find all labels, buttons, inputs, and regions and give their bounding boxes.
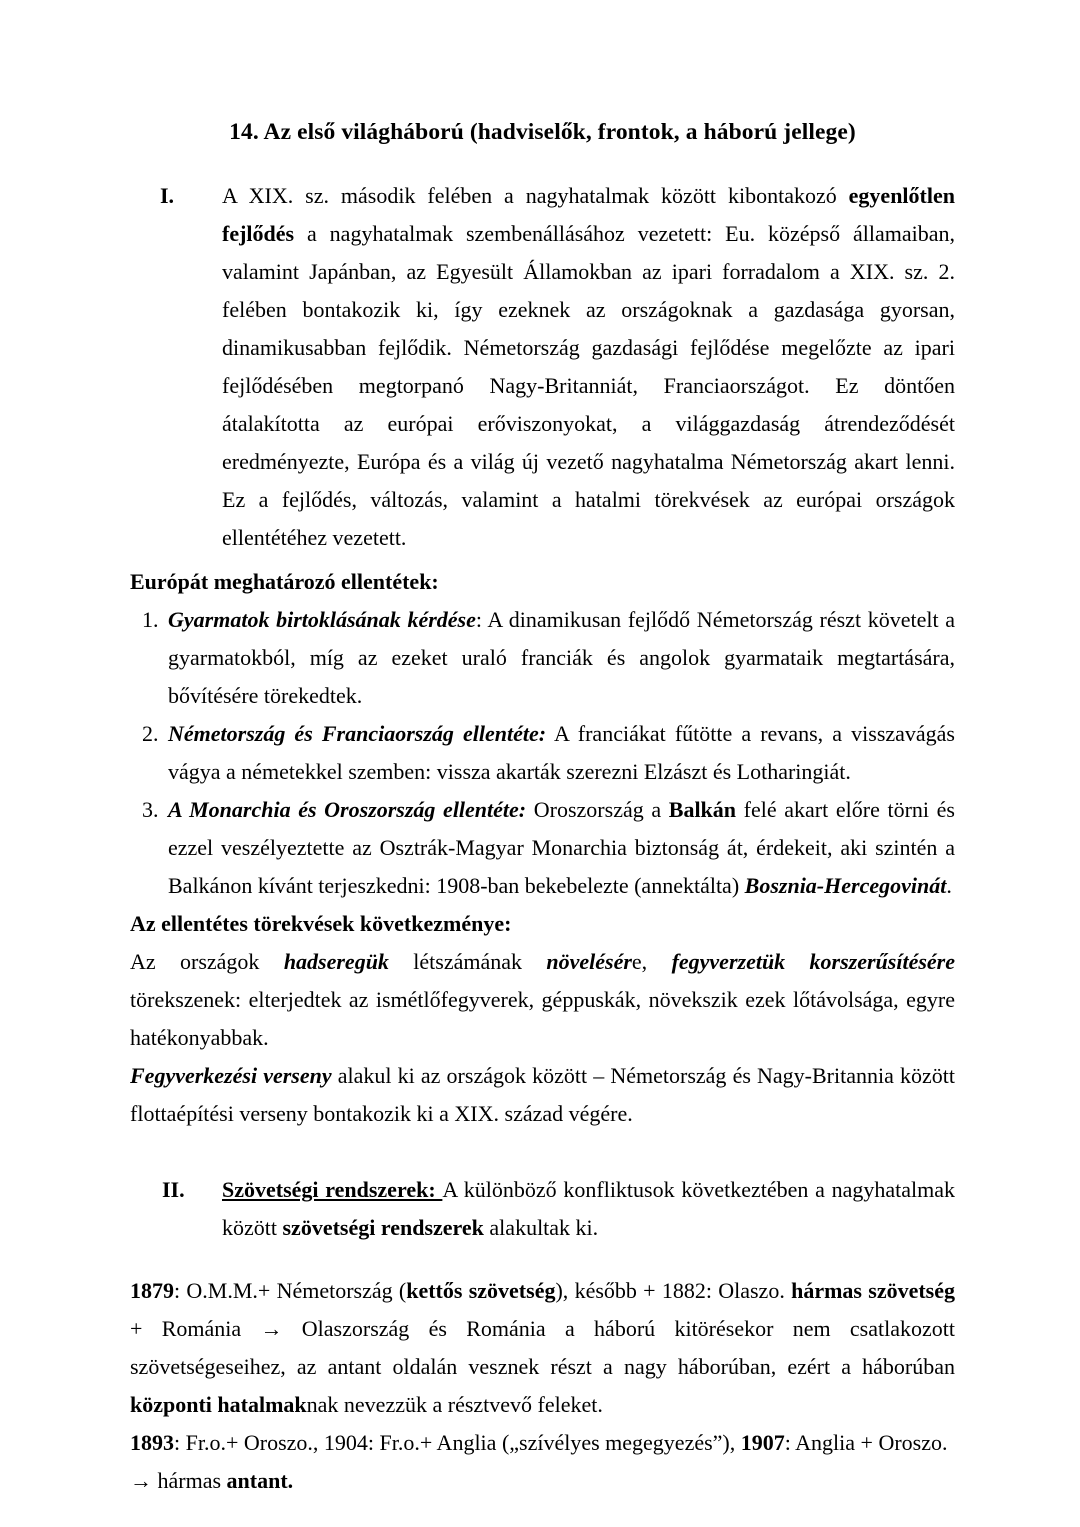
consequence-paragraph [130,943,955,1057]
list-item [130,715,955,791]
section-two-bold: szövetségi rendszerek [282,1215,484,1241]
list-item-lead: Gyarmatok birtoklásának kérdése [168,607,476,633]
entente-bold-antant: antant. [226,1468,294,1494]
list-item-body-c: . [946,873,952,899]
alliance-1879-bold-kettos: kettős szövetség [406,1278,556,1304]
section-one-text-a: A XIX. sz. második felében a nagyhatalmak között kibontakozó [222,183,849,209]
alliance-1907-year: 1907 [740,1430,785,1456]
alliance-1893-year: 1893 [130,1430,174,1456]
list-item-marker: 3. [142,797,159,823]
consequence-text-c: e, [631,949,672,975]
entente-text: → hármas [130,1468,227,1494]
list-item-lead: A Monarchia és Oroszország ellentéte: [168,797,527,823]
section-two-underlined-lead: Szövetségi rendszerek: [222,1177,443,1203]
page-title: 14. Az első világháború (hadviselők, frontok, a háború jellege) [229,119,856,145]
alliance-1879-text-b: ), később + 1882: Olaszo. [555,1278,792,1304]
consequence-text-b: létszámának [388,949,547,975]
consequence-bold-fegyverzet: fegyverzetük korszerűsítésére [671,949,955,975]
alliance-1879-bold-harmas: hármas szövetség [791,1278,955,1304]
section-gap [130,1253,955,1272]
list-item [130,791,955,905]
section-one-text-b: a nagyhatalmak szembenállásához vezetett: Eu. középső államaiban, valamint Japánban, az Egyesült Államokban az ipari forradalom a XIX. sz. 2. felében bontakozik ki, így ezeknek az országoknak a gazdasága gyorsan, dinamikusabban fejlődik. Németország gazdasági fejlődése megelőzte az ipari fejlődésében megtorpanó Nagy-Britanniát, Franciaországot. Ez döntően átalakította az európai erőviszonyokat, a világgazdaság átrendeződését eredményezte, Európa és a világ új vezető nagyhatalma Németország akart lenni. Ez a fejlődés, változás, valamint a hatalmi törekvések az európai országok ellentétéhez vezetett. [222,221,955,551]
consequence-bold-noveles: növelésér [546,949,632,975]
entente-line [130,1462,955,1500]
list-item [130,601,955,715]
section-marker-i: I. [160,183,175,209]
alliance-1879-year: 1879 [130,1278,174,1304]
section-two-paragraph [222,1171,955,1247]
section-roman-two [130,1171,955,1247]
section-two-text-a: A különböző konfliktusok következtében a nagyhatalmak között [222,1177,955,1241]
alliance-1879-text-c: + Románia → Olaszország és Románia a háború kitörésekor nem csatlakozott szövetségeseihez, az antant oldalán vesznek részt a nagy háborúban, ezért a háborúban [130,1316,955,1380]
arms-race-text: alakul ki az országok között – Németország és Nagy-Britannia között flottaépítési verseny bontakozik ki a XIX. század végére. [130,1063,955,1127]
alliance-1879-text-a: : O.M.M.+ Németország ( [174,1278,407,1304]
consequence-heading: Az ellentétes törekvések következménye: [130,911,512,937]
alliance-1879-paragraph [130,1272,955,1424]
alliance-1893-text-b: : Anglia + Oroszo. [784,1430,948,1456]
alliance-1879-bold-kozponti: központi hatalmak [130,1392,307,1418]
paragraph-gap [130,1133,955,1171]
arms-race-paragraph [130,1057,955,1133]
list-item-marker: 2. [142,721,159,747]
arms-race-bold-lead: Fegyverkezési verseny [130,1063,332,1089]
list-item-marker: 1. [142,607,159,633]
consequence-text-a: Az országok [130,949,284,975]
section-one-paragraph [222,177,955,557]
contrasts-heading: Európát meghatározó ellentétek: [130,569,439,595]
section-one-bold-a: egyenlőtlen fejlődés [222,183,955,247]
alliance-1893-paragraph [130,1424,955,1462]
list-item-lead: Németország és Franciaország ellentéte: [168,721,547,747]
list-item-bold-balkan: Balkán [668,797,737,823]
list-item-bold-bosznia: Bosznia-Hercegovinát [744,873,947,899]
section-marker-ii: II. [162,1177,185,1203]
list-item-body-a: Oroszország a [526,797,669,823]
list-item-body-b: felé akart előre törni és ezzel veszélyeztette az Osztrák-Magyar Monarchia biztonság át, érdekeit, aki szintén a Balkánon kívánt terjeszkedni: 1908-ban bekebelezte (annektálta) [168,797,955,899]
section-roman-one [130,177,955,557]
contrasts-list [130,601,955,905]
consequence-bold-hadsereguk: hadseregük [283,949,389,975]
section-two-text-b: alakultak ki. [483,1215,599,1241]
list-item-body: A franciákat fűtötte a revans, a visszavágás vágya a németekkel szemben: vissza akarták szerezni Elzászt és Lotharingiát. [168,721,955,785]
alliance-1879-text-d: nak nevezzük a résztvevő feleket. [306,1392,603,1418]
list-item-body: : A dinamikusan fejlődő Németország részt követelt a gyarmatokból, míg az ezeket uraló franciák és angolok gyarmataik megtartására, bővítésére törekedtek. [168,607,955,709]
alliance-1893-text-a: : Fr.o.+ Oroszo., 1904: Fr.o.+ Anglia („szívélyes megegyezés”), [174,1430,741,1456]
consequence-text-d: törekszenek: elterjedtek az ismétlőfegyverek, géppuskák, növekszik ezek lőtávolsága, egyre hatékonyabbak. [130,987,955,1051]
